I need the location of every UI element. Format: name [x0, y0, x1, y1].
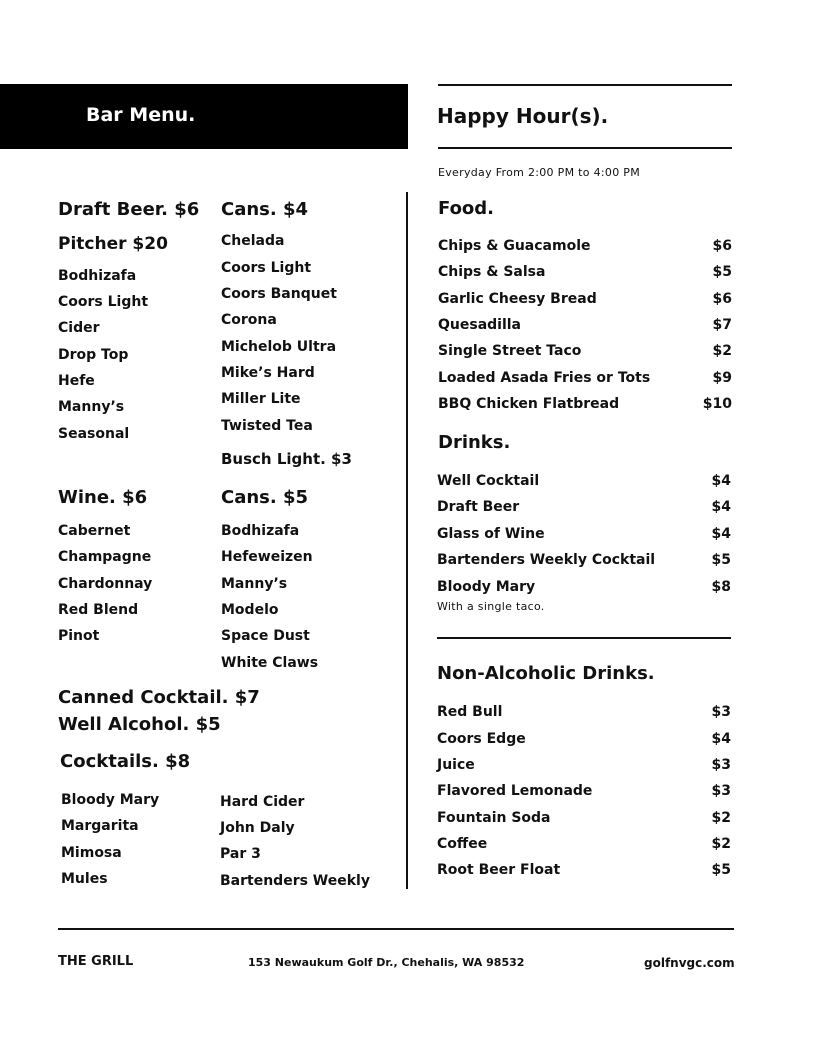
- draft-beer-item: Cider: [58, 320, 100, 336]
- drink-item-name: Draft Beer: [437, 499, 520, 515]
- food-item-name: BBQ Chicken Flatbread: [438, 396, 620, 412]
- non-alcoholic-item-name: Coffee: [437, 836, 488, 852]
- bar-menu-title: Bar Menu.: [86, 104, 196, 126]
- drink-item-name: Bloody Mary: [437, 579, 536, 595]
- happy-hour-top-rule: [438, 84, 732, 86]
- non-alcoholic-item-name: Root Beer Float: [437, 862, 561, 878]
- cocktail-item: Margarita: [61, 818, 139, 834]
- food-item-price: $6: [712, 291, 732, 307]
- draft-beer-item: Hefe: [58, 373, 95, 389]
- cans-4-item: Coors Light: [221, 260, 312, 276]
- cans-4-item: Twisted Tea: [221, 418, 313, 434]
- cans-5-item: Modelo: [221, 602, 279, 618]
- non-alcoholic-item-price: $5: [711, 862, 731, 878]
- food-item-price: $5: [712, 264, 732, 280]
- wine-item: Red Blend: [58, 602, 139, 618]
- cans-5-heading: Cans. $5: [221, 487, 309, 508]
- non-alcoholic-item-name: Flavored Lemonade: [437, 783, 593, 799]
- cans-4-heading: Cans. $4: [221, 199, 309, 220]
- drink-item-name: Well Cocktail: [437, 473, 540, 489]
- food-item-price: $10: [702, 396, 732, 412]
- draft-beer-item: Manny’s: [58, 399, 125, 415]
- non-alcoholic-item-price: $3: [711, 757, 731, 773]
- cocktail-item: Bloody Mary: [61, 792, 160, 808]
- cocktail-item: Hard Cider: [220, 794, 305, 810]
- wine-heading: Wine. $6: [58, 487, 148, 508]
- non-alcoholic-item-price: $2: [711, 836, 731, 852]
- food-item-price: $6: [712, 238, 732, 254]
- busch-light-heading: Busch Light. $3: [221, 450, 352, 468]
- food-item-name: Loaded Asada Fries or Tots: [438, 370, 651, 386]
- drink-item-price: $4: [711, 473, 731, 489]
- cans-5-item: Space Dust: [221, 628, 310, 644]
- wine-item: Chardonnay: [58, 576, 153, 592]
- non-alcoholic-rule: [437, 637, 731, 639]
- food-item-name: Single Street Taco: [438, 343, 582, 359]
- cocktail-item: Bartenders Weekly: [220, 873, 370, 889]
- cans-4-item: Mike’s Hard: [221, 365, 315, 381]
- food-item-price: $7: [712, 317, 732, 333]
- drink-item-name: Glass of Wine: [437, 526, 545, 542]
- food-item-name: Garlic Cheesy Bread: [438, 291, 597, 307]
- food-item-name: Chips & Guacamole: [438, 238, 591, 254]
- food-item-name: Quesadilla: [438, 317, 522, 333]
- draft-beer-item: Coors Light: [58, 294, 149, 310]
- pitcher-heading: Pitcher $20: [58, 234, 168, 254]
- non-alcoholic-item-name: Coors Edge: [437, 731, 526, 747]
- footer-website: golfnvgc.com: [644, 956, 735, 970]
- well-alcohol-heading: Well Alcohol. $5: [58, 714, 221, 735]
- bar-menu-banner: [0, 84, 408, 149]
- draft-beer-item: Bodhizafa: [58, 268, 137, 284]
- food-item-price: $9: [712, 370, 732, 386]
- non-alcoholic-item-price: $3: [711, 704, 731, 720]
- food-item-price: $2: [712, 343, 732, 359]
- footer-restaurant-name: THE GRILL: [58, 954, 134, 969]
- wine-item: Champagne: [58, 549, 152, 565]
- non-alcoholic-item-price: $3: [711, 783, 731, 799]
- cocktail-item: Mules: [61, 871, 108, 887]
- non-alcoholic-item-price: $2: [711, 810, 731, 826]
- cans-4-item: Chelada: [221, 233, 285, 249]
- cocktails-heading: Cocktails. $8: [60, 751, 191, 772]
- cocktail-item: Par 3: [220, 846, 261, 862]
- cans-5-item: White Claws: [221, 655, 319, 671]
- drink-item-price: $4: [711, 526, 731, 542]
- wine-item: Pinot: [58, 628, 100, 644]
- happy-hour-title: Happy Hour(s).: [437, 104, 609, 128]
- draft-beer-item: Seasonal: [58, 426, 130, 442]
- non-alcoholic-item-price: $4: [711, 731, 731, 747]
- cocktail-item: Mimosa: [61, 845, 122, 861]
- non-alcoholic-item-name: Red Bull: [437, 704, 503, 720]
- cocktail-item: John Daly: [220, 820, 295, 836]
- drinks-heading: Drinks.: [438, 432, 511, 453]
- footer-rule: [58, 928, 734, 930]
- cans-4-item: Michelob Ultra: [221, 339, 337, 355]
- cans-5-item: Bodhizafa: [221, 523, 300, 539]
- drink-item-price: $4: [711, 499, 731, 515]
- bloody-mary-note: With a single taco.: [437, 600, 545, 613]
- non-alcoholic-item-name: Juice: [437, 757, 475, 773]
- cans-4-item: Corona: [221, 312, 277, 328]
- canned-cocktail-heading: Canned Cocktail. $7: [58, 687, 260, 708]
- drink-item-price: $5: [711, 552, 731, 568]
- drink-item-price: $8: [711, 579, 731, 595]
- wine-item: Cabernet: [58, 523, 131, 539]
- column-divider: [406, 192, 408, 889]
- food-item-name: Chips & Salsa: [438, 264, 546, 280]
- happy-hour-bottom-rule: [438, 147, 732, 149]
- cans-4-item: Coors Banquet: [221, 286, 337, 302]
- non-alcoholic-item-name: Fountain Soda: [437, 810, 551, 826]
- footer-address: 153 Newaukum Golf Dr., Chehalis, WA 98532: [248, 956, 525, 969]
- food-heading: Food.: [438, 198, 495, 219]
- non-alcoholic-heading: Non-Alcoholic Drinks.: [437, 663, 655, 684]
- happy-hour-schedule: Everyday From 2:00 PM to 4:00 PM: [438, 166, 641, 179]
- draft-beer-heading: Draft Beer. $6: [58, 199, 200, 220]
- cans-4-item: Miller Lite: [221, 391, 301, 407]
- cans-5-item: Hefeweizen: [221, 549, 313, 565]
- cans-5-item: Manny’s: [221, 576, 288, 592]
- drink-item-name: Bartenders Weekly Cocktail: [437, 552, 656, 568]
- draft-beer-item: Drop Top: [58, 347, 129, 363]
